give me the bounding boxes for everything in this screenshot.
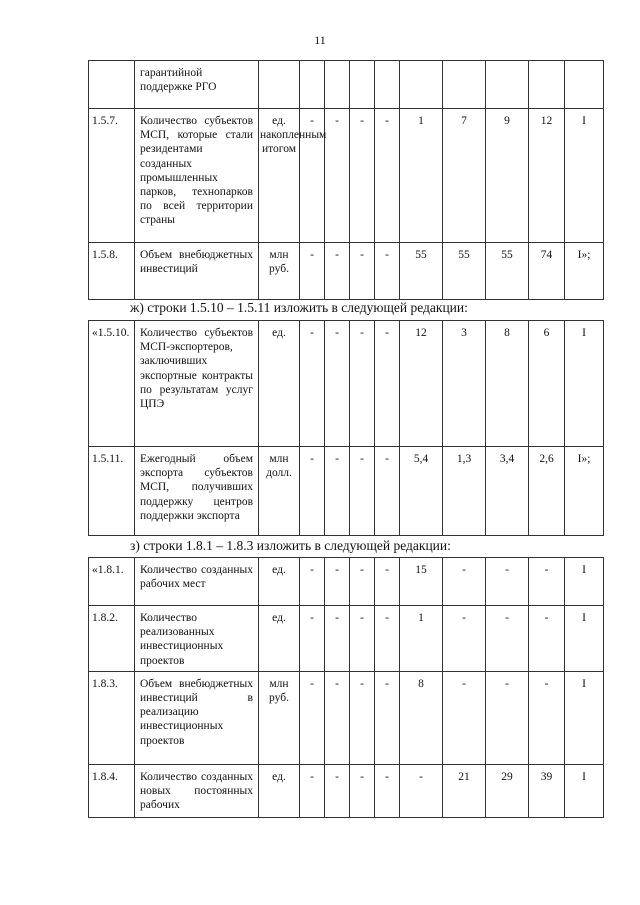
row-value-6: 1,3 — [443, 447, 486, 536]
section-heading-zh: ж) строки 1.5.10 – 1.5.11 изложить в следующей редакции: — [130, 300, 468, 315]
row-value-7: - — [486, 671, 529, 764]
row-value-8 — [529, 61, 565, 109]
row-value-8: 6 — [529, 321, 565, 447]
row-value-6: 55 — [443, 243, 486, 300]
row-value-9: I»; — [565, 447, 604, 536]
row-value-4: - — [375, 321, 400, 447]
row-value-9: I — [565, 321, 604, 447]
row-unit: млн руб. — [259, 243, 300, 300]
row-value-6: - — [443, 671, 486, 764]
indicators-table-3 — [88, 557, 604, 818]
row-value-1 — [300, 61, 325, 109]
row-value-6: - — [443, 606, 486, 672]
row-value-9: I — [565, 558, 604, 606]
row-value-2: - — [325, 243, 350, 300]
row-value-2: - — [325, 109, 350, 243]
row-unit: ед. — [259, 321, 300, 447]
row-indicator-name: Количество созданных рабочих мест — [135, 558, 259, 606]
row-value-2: - — [325, 447, 350, 536]
row-value-2: - — [325, 321, 350, 447]
row-value-3: - — [350, 243, 375, 300]
indicators-table-1 — [88, 60, 604, 300]
row-value-3: - — [350, 321, 375, 447]
row-value-9: I — [565, 606, 604, 672]
row-value-9: I — [565, 671, 604, 764]
row-indicator-name: Количество реализованных инвестиционных проектов — [135, 606, 259, 672]
row-value-6: - — [443, 558, 486, 606]
row-unit: ед. накопленным итогом — [259, 109, 300, 243]
row-value-5: 15 — [400, 558, 443, 606]
row-value-4: - — [375, 109, 400, 243]
row-indicator-name: гарантийной поддержке РГО — [135, 61, 259, 109]
row-value-3: - — [350, 671, 375, 764]
row-value-8: - — [529, 606, 565, 672]
row-unit: ед. — [259, 558, 300, 606]
row-value-4: - — [375, 243, 400, 300]
table-row — [89, 764, 604, 817]
row-value-8: 12 — [529, 109, 565, 243]
row-unit: ед. — [259, 764, 300, 817]
row-value-4: - — [375, 558, 400, 606]
row-indicator-name: Количество созданных новых постоянных рабочих — [135, 764, 259, 817]
row-value-1: - — [300, 606, 325, 672]
row-value-3: - — [350, 447, 375, 536]
row-value-3: - — [350, 109, 375, 243]
row-value-1: - — [300, 447, 325, 536]
section-heading-z: з) строки 1.8.1 – 1.8.3 изложить в следующей редакции: — [130, 538, 451, 553]
row-value-7: - — [486, 606, 529, 672]
row-value-5: 8 — [400, 671, 443, 764]
row-value-4: - — [375, 671, 400, 764]
row-value-8: - — [529, 671, 565, 764]
row-code: 1.5.7. — [89, 109, 135, 243]
row-unit: ед. — [259, 606, 300, 672]
row-indicator-name: Количество субъектов МСП-экспортеров, заключивших экспортные контракты по результатам услуг ЦПЭ — [135, 321, 259, 447]
row-value-5: 12 — [400, 321, 443, 447]
row-code: 1.8.3. — [89, 671, 135, 764]
table-row — [89, 61, 604, 109]
row-value-8: 74 — [529, 243, 565, 300]
table-row — [89, 447, 604, 536]
row-code: 1.5.11. — [89, 447, 135, 536]
row-value-7 — [486, 61, 529, 109]
row-value-5: - — [400, 764, 443, 817]
row-value-3: - — [350, 558, 375, 606]
row-value-9: I — [565, 764, 604, 817]
row-value-9 — [565, 61, 604, 109]
row-value-2: - — [325, 671, 350, 764]
row-value-8: 39 — [529, 764, 565, 817]
row-value-7: 8 — [486, 321, 529, 447]
row-value-6 — [443, 61, 486, 109]
row-value-1: - — [300, 671, 325, 764]
row-value-1: - — [300, 243, 325, 300]
row-value-4: - — [375, 447, 400, 536]
row-code: «1.5.10. — [89, 321, 135, 447]
row-value-8: 2,6 — [529, 447, 565, 536]
row-value-4: - — [375, 764, 400, 817]
row-unit: млн долл. — [259, 447, 300, 536]
row-code — [89, 61, 135, 109]
row-value-2 — [325, 61, 350, 109]
row-value-3: - — [350, 764, 375, 817]
table-row — [89, 606, 604, 672]
table-row — [89, 558, 604, 606]
row-value-9: I — [565, 109, 604, 243]
indicators-table-2 — [88, 320, 604, 536]
row-value-5: 55 — [400, 243, 443, 300]
row-value-1: - — [300, 109, 325, 243]
row-unit — [259, 61, 300, 109]
row-value-5 — [400, 61, 443, 109]
row-value-5: 1 — [400, 606, 443, 672]
row-unit: млн руб. — [259, 671, 300, 764]
row-value-2: - — [325, 764, 350, 817]
row-value-9: I»; — [565, 243, 604, 300]
row-indicator-name: Объем внебюджетных инвестиций в реализацию инвестиционных проектов — [135, 671, 259, 764]
row-value-8: - — [529, 558, 565, 606]
row-value-3: - — [350, 606, 375, 672]
row-code: 1.5.8. — [89, 243, 135, 300]
row-indicator-name: Объем внебюджетных инвестиций — [135, 243, 259, 300]
row-value-7: 29 — [486, 764, 529, 817]
row-value-7: 9 — [486, 109, 529, 243]
row-value-6: 21 — [443, 764, 486, 817]
row-value-7: 55 — [486, 243, 529, 300]
table-row — [89, 321, 604, 447]
table-row — [89, 671, 604, 764]
row-value-1: - — [300, 764, 325, 817]
row-value-1: - — [300, 558, 325, 606]
row-code: 1.8.2. — [89, 606, 135, 672]
row-value-4: - — [375, 606, 400, 672]
row-code: 1.8.4. — [89, 764, 135, 817]
row-value-3 — [350, 61, 375, 109]
row-value-4 — [375, 61, 400, 109]
table-row — [89, 243, 604, 300]
page-number: 11 — [314, 33, 326, 47]
row-value-5: 1 — [400, 109, 443, 243]
row-value-5: 5,4 — [400, 447, 443, 536]
row-indicator-name: Количество субъектов МСП, которые стали резидентами созданных промышленных парков, технопарков по всей территории страны — [135, 109, 259, 243]
table-row — [89, 109, 604, 243]
row-value-7: 3,4 — [486, 447, 529, 536]
row-value-7: - — [486, 558, 529, 606]
row-value-2: - — [325, 606, 350, 672]
row-value-1: - — [300, 321, 325, 447]
row-value-6: 7 — [443, 109, 486, 243]
row-value-6: 3 — [443, 321, 486, 447]
row-indicator-name: Ежегодный объем экспорта субъектов МСП, получивших поддержку центров поддержки экспорта — [135, 447, 259, 536]
row-value-2: - — [325, 558, 350, 606]
row-code: «1.8.1. — [89, 558, 135, 606]
